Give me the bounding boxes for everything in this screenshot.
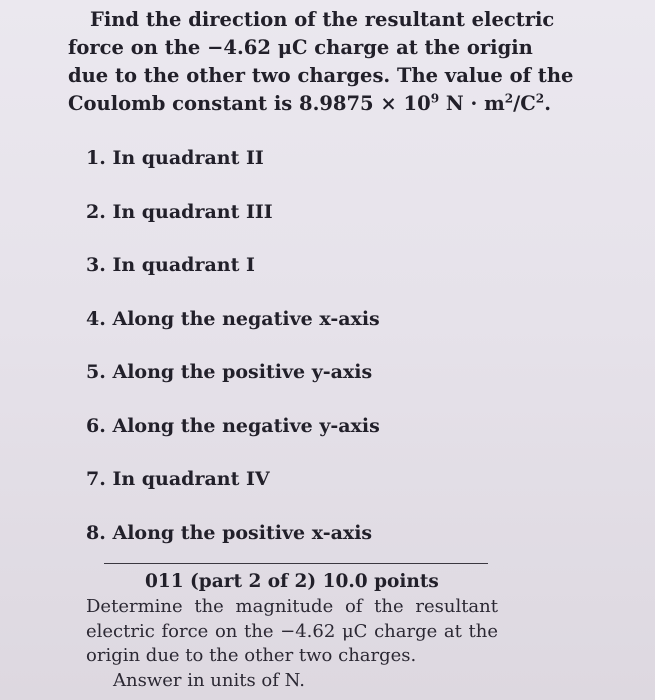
part2-heading: 011 (part 2 of 2) 10.0 points	[145, 571, 439, 592]
unit-text: N · m	[439, 92, 505, 115]
part2-line-1: Determine the magnitude of the resultant	[86, 596, 498, 617]
unit-c-text: /C	[513, 92, 536, 115]
option-5[interactable]: 5. Along the positive y-axis	[86, 361, 373, 383]
option-3[interactable]: 3. In quadrant I	[86, 254, 255, 276]
option-2[interactable]: 2. In quadrant III	[86, 200, 273, 223]
exponent-2a: 2	[504, 91, 514, 106]
part2-line-3: origin due to the other two charges.	[86, 645, 417, 666]
exponent-2b: 2	[535, 91, 545, 106]
answer-units: Answer in units of N.	[113, 669, 305, 691]
option-7[interactable]: 7. In quadrant IV	[86, 468, 270, 490]
part2-question	[86, 595, 498, 693]
option-1[interactable]: 1. In quadrant II	[86, 147, 264, 169]
option-6[interactable]: 6. Along the negative y-axis	[86, 414, 380, 437]
answer-options	[86, 145, 380, 573]
question-line-4	[68, 90, 551, 118]
question-line-3: due to the other two charges. The value of the	[68, 64, 574, 87]
sentence-end: .	[544, 92, 551, 115]
section-divider	[104, 563, 488, 564]
question-line-2: force on the −4.62 μC charge at the origin	[68, 36, 533, 59]
exponent-9: 9	[430, 91, 440, 106]
part2-line-2: electric force on the −4.62 μC charge at the	[86, 620, 498, 642]
question-text	[68, 6, 574, 118]
question-line-1: Find the direction of the resultant electric	[90, 8, 555, 31]
coulomb-constant-text: Coulomb constant is 8.9875 × 10	[68, 92, 431, 115]
option-8[interactable]: 8. Along the positive x-axis	[86, 521, 373, 544]
option-4[interactable]: 4. Along the negative x-axis	[86, 307, 380, 330]
